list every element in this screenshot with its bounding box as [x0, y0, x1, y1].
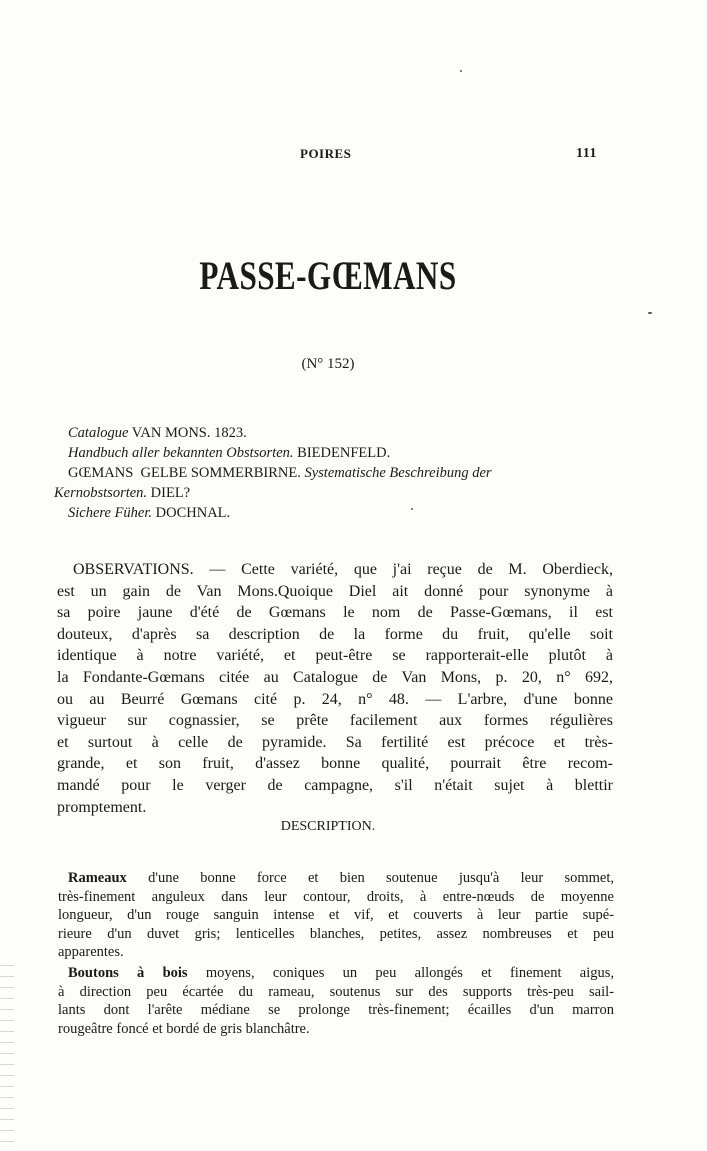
synonym-item: Sichere Füher. DOCHNAL. — [68, 505, 231, 521]
text-line: grande, et son fruit, d'assez bonne qualité, pourrait être recom- — [57, 755, 613, 773]
text-line: apparentes. — [58, 944, 124, 961]
text-line: et surtout à celle de pyramide. Sa fertilité est précoce et très- — [57, 733, 613, 751]
synonym-item: GŒMANS GELBE SOMMERBIRNE. Systematische Beschreibung der — [68, 465, 492, 481]
text-line: très-finement anguleux dans leur contour, droits, à entre-nœuds de moyenne — [58, 888, 614, 905]
synonym-item: Kernobstsorten. DIEL? — [54, 485, 191, 501]
text-line: ou au Beurré Gœmans cité p. 24, n° 48. — L'arbre, d'une bonne — [57, 690, 613, 708]
synonym-item: Catalogue VAN MONS. 1823. — [68, 425, 247, 441]
scan-edge-noise — [0, 960, 14, 1150]
text-line: douteux, d'après sa description de la forme du fruit, qu'elle soit — [57, 625, 613, 643]
text-line: rieure d'un duvet gris; lenticelles blanches, petites, assez nombreuses et peu — [58, 925, 614, 942]
text-line: la Fondante-Gœmans citée au Catalogue de Van Mons, p. 20, n° 692, — [57, 668, 613, 686]
observations-paragraph — [57, 559, 613, 818]
text-line: à direction peu écartée du rameau, soutenus sur des supports très-peu sail- — [58, 983, 614, 1000]
text-line: — Cette variété, que j'ai reçue de M. Oberdieck, — [193, 561, 613, 578]
description-heading: DESCRIPTION. — [280, 819, 376, 834]
variety-title: PASSE-GŒMANS — [199, 253, 457, 298]
scan-speck — [648, 312, 652, 314]
scan-speck — [460, 70, 462, 72]
text-line: moyens, coniques un peu allongés et finement aigus, — [187, 964, 615, 981]
text-line: est un gain de Van Mons.Quoique Diel ait donné pour synonyme à — [57, 582, 613, 600]
text-line: vigueur sur cognassier, se prête facilement aux formes régulières — [57, 712, 613, 730]
running-title: POIRES — [300, 146, 352, 161]
text-line: mandé pour le verger de campagne, s'il n'était sujet à blettir — [57, 776, 613, 794]
text-line: rougeâtre foncé et bordé de gris blanchâtre. — [58, 1020, 310, 1037]
description-body — [58, 869, 614, 1038]
text-line: sa poire jaune d'été de Gœmans le nom de Passe-Gœmans, il est — [57, 604, 613, 622]
text-line: longueur, d'un rouge sanguin intense et vif, et couverts à leur partie supé- — [58, 907, 614, 924]
page-number: 111 — [576, 146, 597, 161]
rameaux-lead: Rameaux — [68, 870, 127, 886]
scan-speck — [411, 508, 413, 510]
text-line: lants dont l'arête médiane se prolonge très-finement; écailles d'un marron — [58, 1002, 614, 1019]
synonym-item: Handbuch aller bekannten Obstsorten. BIEDENFELD. — [68, 445, 391, 461]
variety-number: (N° 152) — [301, 356, 355, 372]
boutons-lead: Boutons à bois — [68, 964, 188, 981]
text-line: d'une bonne force et bien soutenue jusqu'à leur sommet, — [126, 870, 614, 886]
observations-lead: OBSERVATIONS. — [73, 561, 194, 578]
text-line: identique à notre variété, et peut-être se rapporterait-elle plutôt à — [57, 647, 613, 665]
text-line: promptement. — [57, 798, 147, 816]
synonyms-list — [54, 423, 628, 523]
